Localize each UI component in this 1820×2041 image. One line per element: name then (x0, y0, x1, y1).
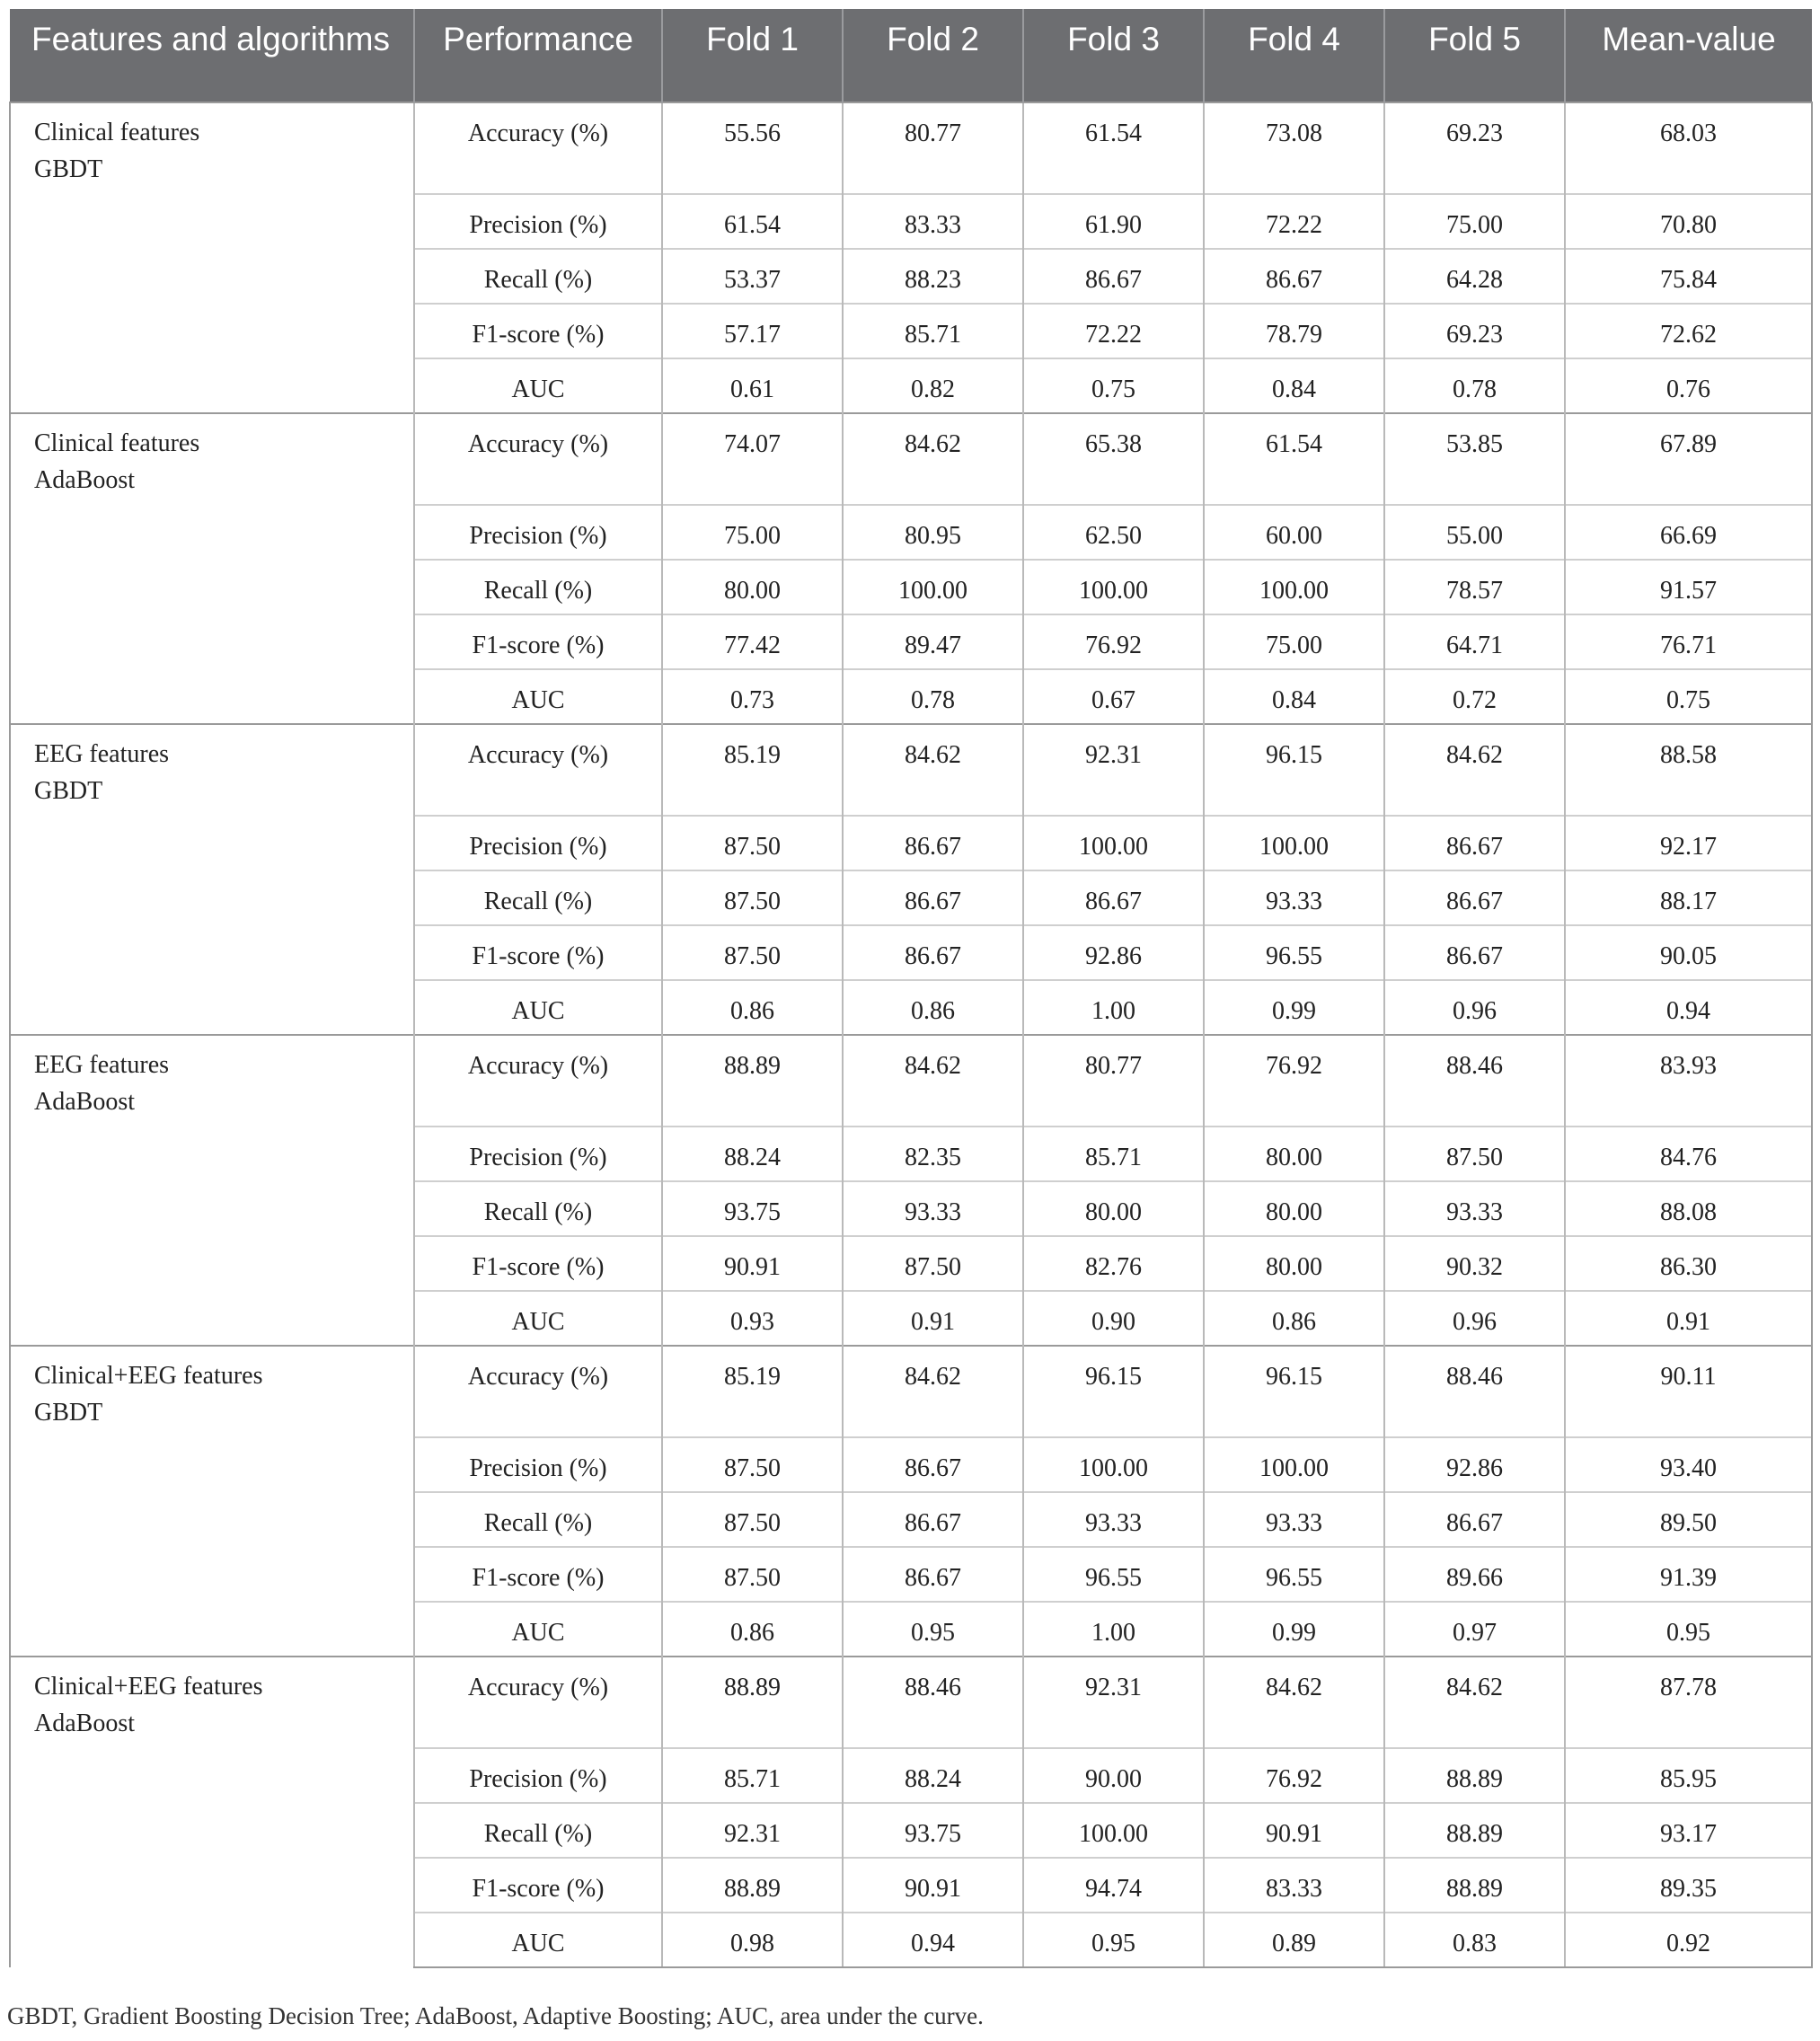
fold-value-cell: 96.15 (1204, 1346, 1384, 1437)
fold-value-cell: 85.71 (1023, 1127, 1204, 1181)
metric-cell: F1-score (%) (414, 1236, 662, 1291)
fold-value-cell: 75.00 (1204, 614, 1384, 669)
mean-value-cell: 93.40 (1565, 1437, 1812, 1492)
metric-cell: Precision (%) (414, 1127, 662, 1181)
fold-value-cell: 60.00 (1204, 505, 1384, 560)
fold-value-cell: 0.82 (843, 358, 1023, 413)
fold-value-cell: 86.67 (843, 925, 1023, 980)
fold-value-cell: 75.00 (662, 505, 843, 560)
metric-cell: Accuracy (%) (414, 1657, 662, 1748)
mean-value-cell: 92.17 (1565, 816, 1812, 870)
fold-value-cell: 0.94 (843, 1913, 1023, 1967)
metric-cell: AUC (414, 358, 662, 413)
fold-value-cell: 88.46 (1384, 1035, 1565, 1127)
fold-value-cell: 80.00 (1204, 1127, 1384, 1181)
feature-label: EEG features (34, 740, 170, 768)
algorithm-label: GBDT (34, 777, 103, 805)
header-fold-1: Fold 1 (662, 9, 843, 102)
mean-value-cell: 66.69 (1565, 505, 1812, 560)
fold-value-cell: 75.00 (1384, 194, 1565, 249)
algorithm-label: GBDT (34, 1399, 103, 1427)
mean-value-cell: 91.39 (1565, 1547, 1812, 1602)
mean-value-cell: 87.78 (1565, 1657, 1812, 1748)
metric-cell: Precision (%) (414, 1437, 662, 1492)
fold-value-cell: 88.46 (843, 1657, 1023, 1748)
fold-value-cell: 86.67 (843, 1492, 1023, 1547)
fold-value-cell: 0.86 (1204, 1291, 1384, 1346)
fold-value-cell: 0.72 (1384, 669, 1565, 724)
fold-value-cell: 61.90 (1023, 194, 1204, 249)
fold-value-cell: 86.67 (1384, 816, 1565, 870)
feature-algorithm-cell (10, 413, 414, 724)
header-features: Features and algorithms (10, 9, 414, 102)
fold-value-cell: 0.91 (843, 1291, 1023, 1346)
metric-cell: Precision (%) (414, 1748, 662, 1803)
mean-value-cell: 0.95 (1565, 1602, 1812, 1657)
fold-value-cell: 80.00 (1204, 1181, 1384, 1236)
mean-value-cell: 0.76 (1565, 358, 1812, 413)
fold-value-cell: 86.67 (1384, 925, 1565, 980)
fold-value-cell: 0.61 (662, 358, 843, 413)
fold-value-cell: 88.89 (662, 1657, 843, 1748)
header-performance: Performance (414, 9, 662, 102)
fold-value-cell: 0.73 (662, 669, 843, 724)
fold-value-cell: 82.35 (843, 1127, 1023, 1181)
mean-value-cell: 93.17 (1565, 1803, 1812, 1858)
header-mean-value: Mean-value (1565, 9, 1812, 102)
fold-value-cell: 92.31 (662, 1803, 843, 1858)
metric-cell: Accuracy (%) (414, 1346, 662, 1437)
fold-value-cell: 88.89 (662, 1858, 843, 1913)
fold-value-cell: 96.15 (1023, 1346, 1204, 1437)
metric-cell: Recall (%) (414, 1803, 662, 1858)
fold-value-cell: 83.33 (843, 194, 1023, 249)
metric-cell: Accuracy (%) (414, 102, 662, 194)
fold-value-cell: 76.92 (1023, 614, 1204, 669)
algorithm-label: AdaBoost (34, 1710, 135, 1737)
fold-value-cell: 93.75 (662, 1181, 843, 1236)
fold-value-cell: 88.89 (662, 1035, 843, 1127)
fold-value-cell: 85.19 (662, 724, 843, 816)
fold-value-cell: 100.00 (1204, 816, 1384, 870)
fold-value-cell: 0.96 (1384, 1291, 1565, 1346)
fold-value-cell: 93.33 (1204, 870, 1384, 925)
fold-value-cell: 90.91 (662, 1236, 843, 1291)
fold-value-cell: 0.83 (1384, 1913, 1565, 1967)
fold-value-cell: 92.31 (1023, 724, 1204, 816)
fold-value-cell: 87.50 (662, 870, 843, 925)
table-row (10, 413, 1812, 505)
feature-label: EEG features (34, 1051, 170, 1079)
fold-value-cell: 0.84 (1204, 669, 1384, 724)
fold-value-cell: 86.67 (1204, 249, 1384, 304)
fold-value-cell: 0.78 (843, 669, 1023, 724)
table-body (10, 102, 1812, 1967)
fold-value-cell: 88.89 (1384, 1803, 1565, 1858)
fold-value-cell: 100.00 (843, 560, 1023, 614)
fold-value-cell: 61.54 (1204, 413, 1384, 505)
fold-value-cell: 92.31 (1023, 1657, 1204, 1748)
fold-value-cell: 96.55 (1204, 1547, 1384, 1602)
metric-cell: Recall (%) (414, 1181, 662, 1236)
metric-cell: Precision (%) (414, 816, 662, 870)
fold-value-cell: 85.71 (662, 1748, 843, 1803)
fold-value-cell: 0.95 (843, 1602, 1023, 1657)
fold-value-cell: 85.71 (843, 304, 1023, 358)
fold-value-cell: 90.91 (1204, 1803, 1384, 1858)
fold-value-cell: 83.33 (1204, 1858, 1384, 1913)
fold-value-cell: 87.50 (662, 1492, 843, 1547)
fold-value-cell: 0.99 (1204, 1602, 1384, 1657)
fold-value-cell: 87.50 (843, 1236, 1023, 1291)
mean-value-cell: 88.58 (1565, 724, 1812, 816)
fold-value-cell: 84.62 (843, 413, 1023, 505)
fold-value-cell: 88.89 (1384, 1858, 1565, 1913)
fold-value-cell: 90.91 (843, 1858, 1023, 1913)
fold-value-cell: 0.78 (1384, 358, 1565, 413)
fold-value-cell: 65.38 (1023, 413, 1204, 505)
fold-value-cell: 0.89 (1204, 1913, 1384, 1967)
fold-value-cell: 69.23 (1384, 304, 1565, 358)
metric-cell: Recall (%) (414, 870, 662, 925)
mean-value-cell: 83.93 (1565, 1035, 1812, 1127)
fold-value-cell: 100.00 (1023, 560, 1204, 614)
table-row (10, 1035, 1812, 1127)
fold-value-cell: 86.67 (1023, 249, 1204, 304)
feature-label: Clinical+EEG features (34, 1362, 263, 1390)
metric-cell: Precision (%) (414, 505, 662, 560)
mean-value-cell: 0.94 (1565, 980, 1812, 1035)
fold-value-cell: 77.42 (662, 614, 843, 669)
fold-value-cell: 80.00 (1023, 1181, 1204, 1236)
fold-value-cell: 93.33 (1384, 1181, 1565, 1236)
feature-algorithm-cell (10, 1657, 414, 1967)
fold-value-cell: 86.67 (1384, 870, 1565, 925)
metric-cell: AUC (414, 980, 662, 1035)
metric-cell: AUC (414, 1602, 662, 1657)
mean-value-cell: 90.11 (1565, 1346, 1812, 1437)
feature-label: Clinical features (34, 429, 200, 457)
mean-value-cell: 67.89 (1565, 413, 1812, 505)
feature-label: Clinical features (34, 119, 200, 146)
metric-cell: F1-score (%) (414, 614, 662, 669)
fold-value-cell: 93.33 (1204, 1492, 1384, 1547)
fold-value-cell: 93.33 (843, 1181, 1023, 1236)
algorithm-label: AdaBoost (34, 1088, 135, 1116)
table-header (10, 9, 1812, 102)
feature-algorithm-cell (10, 102, 414, 413)
fold-value-cell: 80.00 (1204, 1236, 1384, 1291)
metric-cell: Recall (%) (414, 560, 662, 614)
fold-value-cell: 72.22 (1023, 304, 1204, 358)
fold-value-cell: 76.92 (1204, 1748, 1384, 1803)
fold-value-cell: 61.54 (662, 194, 843, 249)
fold-value-cell: 84.62 (843, 724, 1023, 816)
fold-value-cell: 88.89 (1384, 1748, 1565, 1803)
fold-value-cell: 57.17 (662, 304, 843, 358)
fold-value-cell: 0.86 (662, 980, 843, 1035)
header-fold-2: Fold 2 (843, 9, 1023, 102)
fold-value-cell: 90.00 (1023, 1748, 1204, 1803)
fold-value-cell: 0.84 (1204, 358, 1384, 413)
fold-value-cell: 1.00 (1023, 1602, 1204, 1657)
feature-algorithm-cell (10, 1346, 414, 1657)
mean-value-cell: 88.08 (1565, 1181, 1812, 1236)
fold-value-cell: 87.50 (662, 925, 843, 980)
fold-value-cell: 87.50 (662, 1547, 843, 1602)
fold-value-cell: 100.00 (1023, 1437, 1204, 1492)
fold-value-cell: 87.50 (662, 816, 843, 870)
fold-value-cell: 0.67 (1023, 669, 1204, 724)
metric-cell: Accuracy (%) (414, 724, 662, 816)
results-table-container (9, 9, 1811, 1968)
fold-value-cell: 82.76 (1023, 1236, 1204, 1291)
fold-value-cell: 0.97 (1384, 1602, 1565, 1657)
fold-value-cell: 61.54 (1023, 102, 1204, 194)
metric-cell: AUC (414, 1913, 662, 1967)
fold-value-cell: 0.90 (1023, 1291, 1204, 1346)
fold-value-cell: 0.96 (1384, 980, 1565, 1035)
table-row (10, 1657, 1812, 1748)
fold-value-cell: 84.62 (843, 1346, 1023, 1437)
fold-value-cell: 85.19 (662, 1346, 843, 1437)
fold-value-cell: 90.32 (1384, 1236, 1565, 1291)
fold-value-cell: 96.55 (1204, 925, 1384, 980)
fold-value-cell: 80.00 (662, 560, 843, 614)
fold-value-cell: 88.46 (1384, 1346, 1565, 1437)
fold-value-cell: 1.00 (1023, 980, 1204, 1035)
mean-value-cell: 91.57 (1565, 560, 1812, 614)
fold-value-cell: 94.74 (1023, 1858, 1204, 1913)
fold-value-cell: 93.33 (1023, 1492, 1204, 1547)
results-table (9, 9, 1813, 1968)
fold-value-cell: 72.22 (1204, 194, 1384, 249)
fold-value-cell: 0.75 (1023, 358, 1204, 413)
metric-cell: Recall (%) (414, 249, 662, 304)
fold-value-cell: 55.00 (1384, 505, 1565, 560)
mean-value-cell: 70.80 (1565, 194, 1812, 249)
mean-value-cell: 89.35 (1565, 1858, 1812, 1913)
fold-value-cell: 84.62 (1204, 1657, 1384, 1748)
fold-value-cell: 86.67 (843, 816, 1023, 870)
fold-value-cell: 80.77 (843, 102, 1023, 194)
metric-cell: Precision (%) (414, 194, 662, 249)
algorithm-label: GBDT (34, 155, 103, 183)
mean-value-cell: 85.95 (1565, 1748, 1812, 1803)
feature-algorithm-cell (10, 1035, 414, 1346)
mean-value-cell: 88.17 (1565, 870, 1812, 925)
feature-label: Clinical+EEG features (34, 1673, 263, 1701)
fold-value-cell: 69.23 (1384, 102, 1565, 194)
table-row (10, 1346, 1812, 1437)
fold-value-cell: 88.23 (843, 249, 1023, 304)
algorithm-label: AdaBoost (34, 466, 135, 494)
metric-cell: Accuracy (%) (414, 413, 662, 505)
metric-cell: F1-score (%) (414, 925, 662, 980)
fold-value-cell: 64.71 (1384, 614, 1565, 669)
fold-value-cell: 80.77 (1023, 1035, 1204, 1127)
fold-value-cell: 53.37 (662, 249, 843, 304)
fold-value-cell: 64.28 (1384, 249, 1565, 304)
mean-value-cell: 89.50 (1565, 1492, 1812, 1547)
metric-cell: AUC (414, 669, 662, 724)
header-fold-4: Fold 4 (1204, 9, 1384, 102)
fold-value-cell: 96.55 (1023, 1547, 1204, 1602)
fold-value-cell: 100.00 (1204, 1437, 1384, 1492)
fold-value-cell: 0.86 (843, 980, 1023, 1035)
fold-value-cell: 84.62 (843, 1035, 1023, 1127)
mean-value-cell: 68.03 (1565, 102, 1812, 194)
fold-value-cell: 87.50 (1384, 1127, 1565, 1181)
mean-value-cell: 90.05 (1565, 925, 1812, 980)
metric-cell: Recall (%) (414, 1492, 662, 1547)
mean-value-cell: 72.62 (1565, 304, 1812, 358)
fold-value-cell: 87.50 (662, 1437, 843, 1492)
metric-cell: AUC (414, 1291, 662, 1346)
fold-value-cell: 93.75 (843, 1803, 1023, 1858)
fold-value-cell: 53.85 (1384, 413, 1565, 505)
fold-value-cell: 78.57 (1384, 560, 1565, 614)
fold-value-cell: 92.86 (1384, 1437, 1565, 1492)
fold-value-cell: 89.66 (1384, 1547, 1565, 1602)
mean-value-cell: 0.75 (1565, 669, 1812, 724)
metric-cell: F1-score (%) (414, 304, 662, 358)
fold-value-cell: 96.15 (1204, 724, 1384, 816)
fold-value-cell: 86.67 (843, 1547, 1023, 1602)
fold-value-cell: 0.93 (662, 1291, 843, 1346)
fold-value-cell: 86.67 (1023, 870, 1204, 925)
fold-value-cell: 80.95 (843, 505, 1023, 560)
fold-value-cell: 100.00 (1204, 560, 1384, 614)
mean-value-cell: 75.84 (1565, 249, 1812, 304)
mean-value-cell: 86.30 (1565, 1236, 1812, 1291)
metric-cell: Accuracy (%) (414, 1035, 662, 1127)
metric-cell: F1-score (%) (414, 1547, 662, 1602)
mean-value-cell: 76.71 (1565, 614, 1812, 669)
fold-value-cell: 86.67 (1384, 1492, 1565, 1547)
fold-value-cell: 84.62 (1384, 1657, 1565, 1748)
fold-value-cell: 84.62 (1384, 724, 1565, 816)
fold-value-cell: 74.07 (662, 413, 843, 505)
table-footnote: GBDT, Gradient Boosting Decision Tree; AdaBoost, Adaptive Boosting; AUC, area under the curve. (7, 2002, 984, 2029)
fold-value-cell: 55.56 (662, 102, 843, 194)
fold-value-cell: 73.08 (1204, 102, 1384, 194)
mean-value-cell: 0.91 (1565, 1291, 1812, 1346)
fold-value-cell: 86.67 (843, 1437, 1023, 1492)
fold-value-cell: 86.67 (843, 870, 1023, 925)
header-fold-5: Fold 5 (1384, 9, 1565, 102)
feature-algorithm-cell (10, 724, 414, 1035)
fold-value-cell: 62.50 (1023, 505, 1204, 560)
fold-value-cell: 78.79 (1204, 304, 1384, 358)
fold-value-cell: 100.00 (1023, 816, 1204, 870)
fold-value-cell: 100.00 (1023, 1803, 1204, 1858)
mean-value-cell: 84.76 (1565, 1127, 1812, 1181)
fold-value-cell: 0.95 (1023, 1913, 1204, 1967)
fold-value-cell: 92.86 (1023, 925, 1204, 980)
mean-value-cell: 0.92 (1565, 1913, 1812, 1967)
fold-value-cell: 0.86 (662, 1602, 843, 1657)
metric-cell: F1-score (%) (414, 1858, 662, 1913)
table-row (10, 102, 1812, 194)
fold-value-cell: 0.98 (662, 1913, 843, 1967)
table-row (10, 724, 1812, 816)
header-fold-3: Fold 3 (1023, 9, 1204, 102)
fold-value-cell: 89.47 (843, 614, 1023, 669)
fold-value-cell: 88.24 (662, 1127, 843, 1181)
fold-value-cell: 0.99 (1204, 980, 1384, 1035)
fold-value-cell: 88.24 (843, 1748, 1023, 1803)
fold-value-cell: 76.92 (1204, 1035, 1384, 1127)
header-row (10, 9, 1812, 102)
